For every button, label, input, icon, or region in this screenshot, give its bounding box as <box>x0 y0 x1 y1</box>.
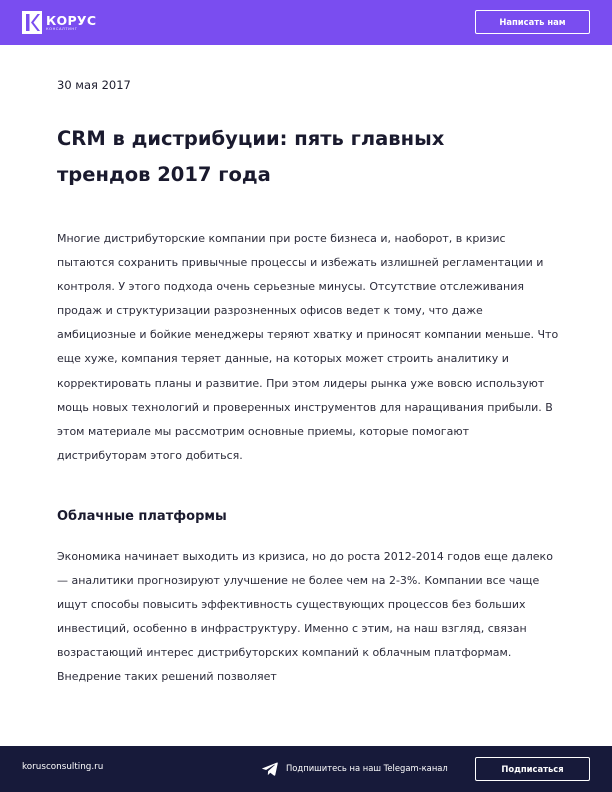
korus-logo-icon <box>22 11 42 34</box>
article-paragraph: Экономика начинает выходить из кризиса, но до роста 2012-2014 годов еще далеко — аналитики прогнозируют улучшение не более чем на 2-3%. Компании все чаще ищут способы повысить эффективность существующих процессов без больших инвестиций, особенно в инфраструктуру. Именно с этим, на наш взгляд, связан возрастающий интерес дистрибуторских компаний к облачным платформам. Внедрение таких решений позволяет <box>57 550 553 684</box>
contact-us-button[interactable]: Написать нам <box>475 10 590 34</box>
page-footer <box>0 746 612 792</box>
article-date: 30 мая 2017 <box>57 78 131 92</box>
telegram-cta-text: Подпишитесь на наш Telegam-канал <box>286 763 448 773</box>
logo-name: КОРУС <box>46 12 97 28</box>
article-title: CRM в дистрибуции: пять главных трендов 2017 года <box>57 127 445 186</box>
section-heading: Облачные платформы <box>57 509 227 524</box>
subscribe-button[interactable]: Подписаться <box>475 757 590 781</box>
site-link[interactable]: korusconsulting.ru <box>22 762 104 772</box>
logo[interactable] <box>22 11 96 34</box>
telegram-icon[interactable] <box>262 762 278 776</box>
article-paragraph: Многие дистрибуторские компании при росте бизнеса и, наоборот, в кризис пытаются сохранить привычные процессы и избежать излишней регламентации и контроля. У этого подхода очень серьезные минусы. Отсутствие отслеживания продаж и структуризации разрозненных офисов ведет к тому, что даже амбициозные и бойкие менеджеры теряют хватку и приносят компании меньше. Что еще хуже, компания теряет данные, на которых может строить аналитику и корректировать планы и развитие. При этом лидеры рынка уже вовсю используют мощь новых технологий и проверенных инструментов для наращивания прибыли. В этом материале мы рассмотрим основные приемы, которые помогают дистрибуторам этого добиться. <box>57 232 559 462</box>
logo-subtitle: КОНСАЛТИНГ <box>46 26 78 31</box>
page-header <box>0 0 612 45</box>
logo-text <box>46 14 96 32</box>
